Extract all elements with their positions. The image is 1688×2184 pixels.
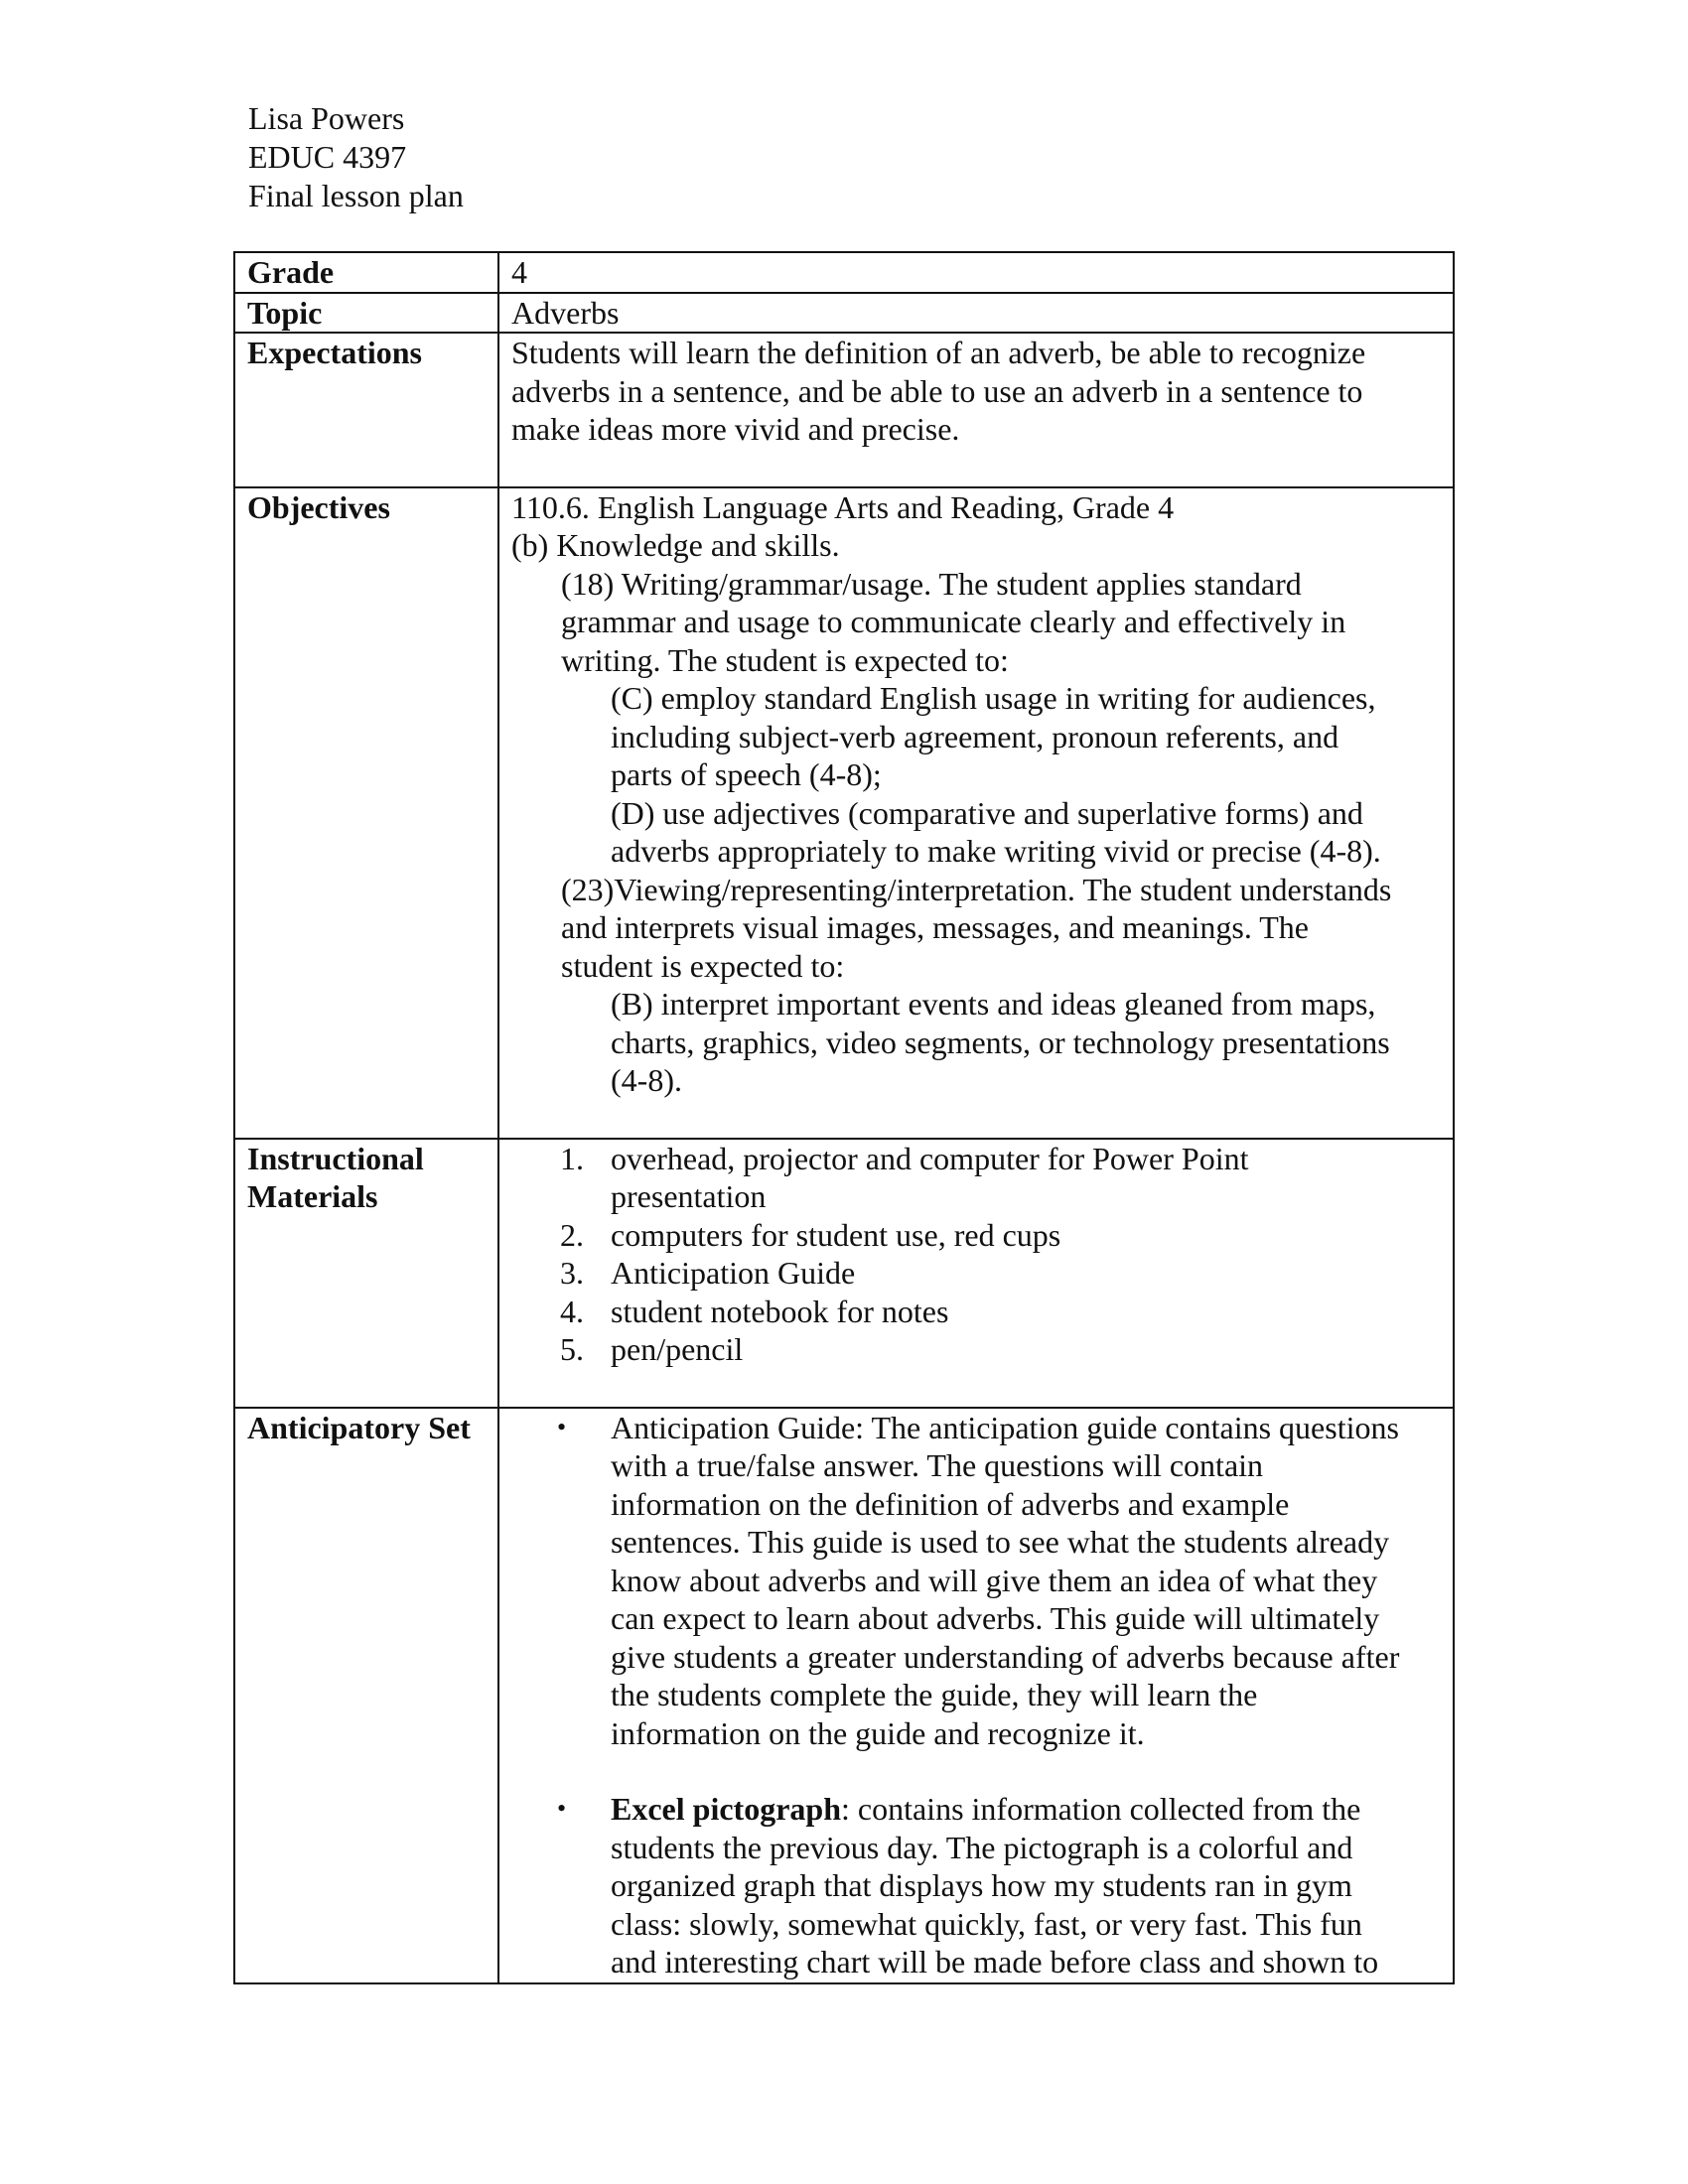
objectives-value (498, 487, 1454, 1139)
list-item-text: the students complete the guide, they will learn the (611, 1677, 1258, 1712)
list-item-text: information on the definition of adverbs and example (611, 1485, 1290, 1522)
document-title: Final lesson plan (248, 178, 464, 213)
objective-line: student is expected to: (561, 947, 845, 984)
list-item-text: Anticipation Guide (611, 1255, 856, 1291)
grade-value: 4 (498, 252, 1454, 293)
objective-line: including subject-verb agreement, pronoun referents, and (611, 718, 1339, 754)
bullet-icon: • (557, 1794, 567, 1823)
expectations-line: make ideas more vivid and precise. (511, 411, 960, 447)
objective-line: adverbs appropriately to make writing vivid or precise (4-8). (611, 833, 1381, 869)
bold-term: Excel pictograph (611, 1791, 841, 1827)
topic-label: Topic (234, 293, 498, 334)
objective-line: (18) Writing/grammar/usage. The student applies standard (561, 565, 1302, 602)
list-item (511, 1409, 1441, 1753)
objective-line: (B) interpret important events and ideas gleaned from maps, (611, 986, 1376, 1022)
list-item-text: information on the guide and recognize it. (611, 1714, 1145, 1751)
objective-line: grammar and usage to communicate clearly and effectively in (561, 604, 1346, 639)
list-item (511, 1216, 1441, 1255)
row-anticipatory-set (234, 1408, 1454, 1983)
materials-label (234, 1139, 498, 1408)
list-number: 2. (560, 1216, 584, 1253)
list-item-text: give students a greater understanding of adverbs because after (611, 1638, 1400, 1675)
document-header (248, 99, 464, 215)
list-item (511, 1790, 1441, 1981)
list-item-text (611, 1790, 1441, 1829)
list-item (511, 1140, 1441, 1216)
list-item-text: with a true/false answer. The questions will contain (611, 1447, 1264, 1483)
objective-line: parts of speech (4-8); (611, 756, 882, 792)
list-number: 4. (560, 1293, 584, 1329)
expectations-line: adverbs in a sentence, and be able to use an adverb in a sentence to (511, 372, 1363, 409)
expectations-line: Students will learn the definition of an adverb, be able to recognize (511, 335, 1366, 370)
list-item-text: organized graph that displays how my students ran in gym (611, 1867, 1352, 1903)
objectives-label: Objectives (234, 487, 498, 1139)
bullet-icon: • (557, 1412, 567, 1441)
objective-line: charts, graphics, video segments, or technology presentations (611, 1024, 1390, 1060)
materials-list (511, 1140, 1441, 1369)
objective-line: (D) use adjectives (comparative and superlative forms) and (611, 794, 1363, 831)
list-item-text: presentation (611, 1178, 767, 1214)
row-grade (234, 252, 1454, 293)
list-item (511, 1330, 1441, 1369)
row-objectives (234, 487, 1454, 1139)
objective-line: and interprets visual images, messages, and meanings. The (561, 909, 1309, 945)
list-item-text: overhead, projector and computer for Power Point (611, 1140, 1249, 1176)
list-spacer (511, 1752, 1441, 1790)
row-topic (234, 293, 1454, 334)
expectations-value (498, 333, 1454, 487)
materials-label-line: Materials (247, 1178, 378, 1214)
list-item-text: student notebook for notes (611, 1293, 949, 1329)
anticipatory-value (498, 1408, 1454, 1983)
list-item (511, 1254, 1441, 1293)
list-item-text: and interesting chart will be made before class and shown to (611, 1944, 1379, 1979)
list-item (511, 1293, 1441, 1331)
list-item-text: Anticipation Guide: The anticipation guide contains questions (611, 1409, 1399, 1445)
objective-line: (C) employ standard English usage in writing for audiences, (611, 680, 1376, 716)
list-number: 3. (560, 1255, 584, 1291)
row-materials (234, 1139, 1454, 1408)
objective-line: 110.6. English Language Arts and Reading, Grade 4 (511, 488, 1175, 525)
list-item-text: can expect to learn about adverbs. This guide will ultimately (611, 1600, 1380, 1636)
grade-label: Grade (234, 252, 498, 293)
author-name: Lisa Powers (248, 100, 405, 136)
anticipatory-list (511, 1409, 1441, 1981)
objective-line: (b) Knowledge and skills. (511, 527, 840, 563)
topic-value: Adverbs (498, 293, 1454, 334)
list-number: 1. (560, 1140, 584, 1176)
objective-line: (23)Viewing/representing/interpretation. The student understands (561, 871, 1392, 907)
course-code: EDUC 4397 (248, 139, 407, 175)
list-item-text: class: slowly, somewhat quickly, fast, or very fast. This fun (611, 1905, 1362, 1942)
objective-line: writing. The student is expected to: (561, 641, 1009, 678)
objective-line: (4-8). (611, 1062, 682, 1098)
expectations-label: Expectations (234, 333, 498, 487)
list-item-text: students the previous day. The pictograph is a colorful and (611, 1829, 1353, 1865)
materials-label-line: Instructional (247, 1140, 424, 1176)
list-item-text: computers for student use, red cups (611, 1216, 1061, 1253)
list-item-text: pen/pencil (611, 1331, 744, 1367)
materials-value (498, 1139, 1454, 1408)
list-number: 5. (560, 1331, 584, 1367)
list-item-text-rest: : contains information collected from the (840, 1791, 1361, 1827)
lesson-plan-table (233, 251, 1455, 1984)
list-item-text: sentences. This guide is used to see what the students already (611, 1524, 1390, 1560)
anticipatory-label: Anticipatory Set (234, 1408, 498, 1983)
list-item-text: know about adverbs and will give them an idea of what they (611, 1562, 1378, 1598)
row-expectations (234, 333, 1454, 487)
